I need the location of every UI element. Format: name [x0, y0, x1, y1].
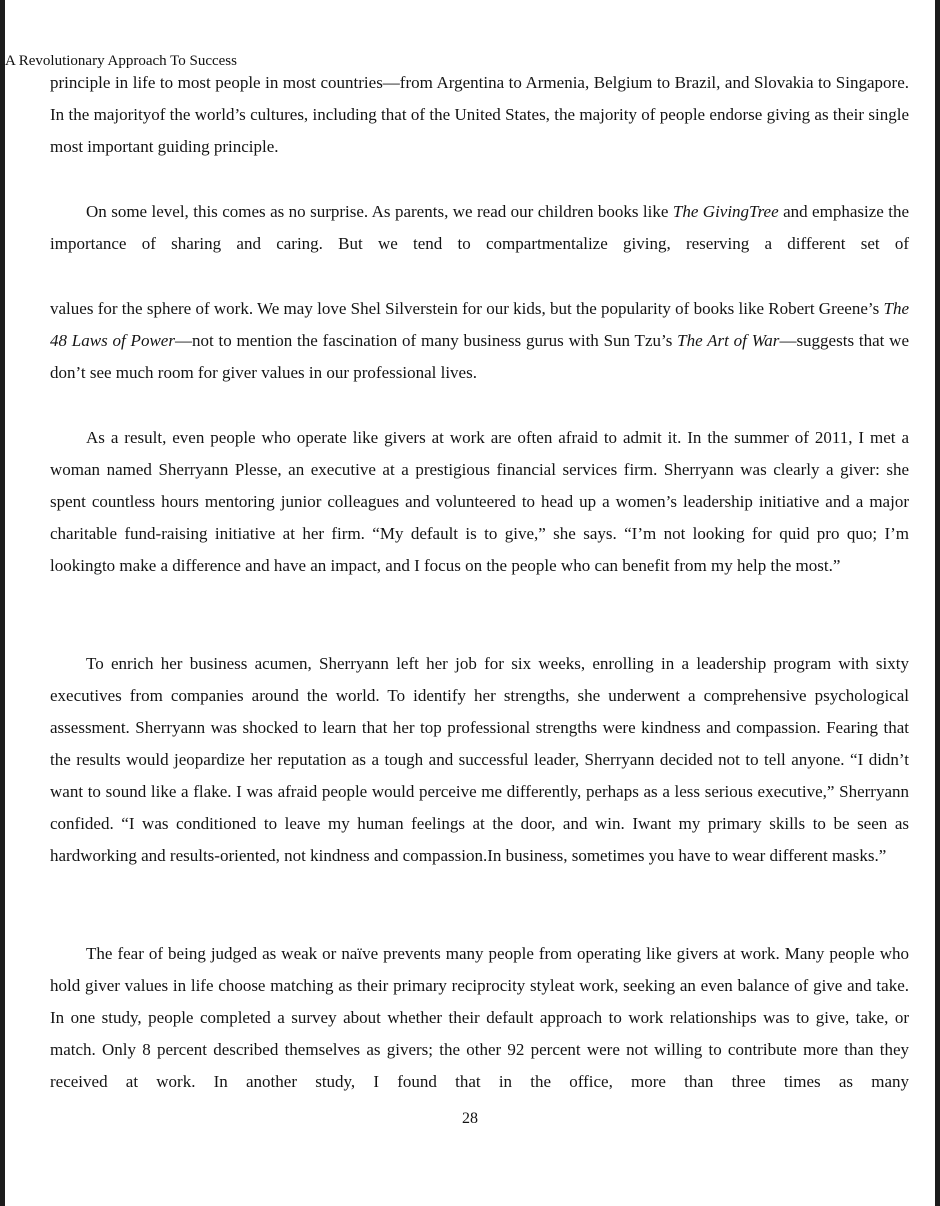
book-title-48-laws: The 48 Laws of Power: [50, 299, 909, 350]
paragraph-4: [50, 648, 909, 872]
book-page: [5, 0, 935, 1206]
running-head: A Revolutionary Approach To Success: [5, 53, 237, 69]
paragraph-3-text: As a result, even people who operate like givers at work are often afraid to admit it. In the summer of 2011, I met a woman named Sherryann Plesse, an executive at a prestigious financial services firm. Sherryann was clearly a giver: she spent countless hours mentoring junior colleagues and volunteered to head up a women’s leadership initiative and a major charitable fund-raising initiative at her firm. “My default is to give,” she says. “I’m not looking for quid pro quo; I’m lookingto make a difference and have an impact, and I focus on the people who can benefit from my help the most.”: [50, 428, 909, 575]
book-title-art-of-war: The Art of War: [677, 331, 780, 350]
paragraph-2-part-2: [50, 293, 909, 389]
paragraph-2-text-e: —suggests that we don’t see much room for giver values in our professional lives.: [50, 331, 909, 382]
paragraph-2-text-c: values for the sphere of work. We may love Shel Silverstein for our kids, but the popularity of books like Robert Greene’s: [50, 299, 884, 318]
paragraph-1-text: principle in life to most people in most countries—from Argentina to Armenia, Belgium to Brazil, and Slovakia to Singapore. In the majorityof the world’s cultures, including that of the United States, the majority of people endorse giving as their single most important guiding principle.: [50, 73, 909, 156]
page-number: 28: [462, 1110, 478, 1127]
book-title-giving-tree: The GivingTree: [672, 202, 779, 221]
paragraph-2-text-b: and emphasize the importance of sharing and caring. But we tend to compartmentalize giving, reserving a different set of: [50, 202, 909, 253]
paragraph-1: [50, 67, 909, 163]
paragraph-3: [50, 422, 909, 582]
paragraph-4-text: To enrich her business acumen, Sherryann left her job for six weeks, enrolling in a leadership program with sixty executives from companies around the world. To identify her strengths, she underwent a comprehensive psychological assessment. Sherryann was shocked to learn that her top professional strengths were kindness and compassion. Fearing that the results would jeopardize her reputation as a tough and successful leader, Sherryann decided not to tell anyone. “I didn’t want to sound like a flake. I was afraid people would perceive me differently, perhaps as a less serious executive,” Sherryann confided. “I was conditioned to leave my human feelings at the door, and win. Iwant my primary skills to be seen as hardworking and results-oriented, not kindness and compassion.In business, sometimes you have to wear different masks.”: [50, 654, 909, 865]
paragraph-2-text-a: On some level, this comes as no surprise. As parents, we read our children books like: [86, 202, 673, 221]
paragraph-5: [50, 938, 909, 1098]
paragraph-5-text: The fear of being judged as weak or naïve prevents many people from operating like givers at work. Many people who hold giver values in life choose matching as their primary reciprocity styleat work, seeking an even balance of give and take. In one study, people completed a survey about whether their default approach to work relationships was to give, take, or match. Only 8 percent described themselves as givers; the other 92 percent were not willing to contribute more than they received at work. In another study, I found that in the office, more than three times as many: [50, 944, 909, 1091]
paragraph-2-text-d: —not to mention the fascination of many business gurus with Sun Tzu’s: [174, 331, 678, 350]
paragraph-2-part-1: [50, 196, 909, 260]
